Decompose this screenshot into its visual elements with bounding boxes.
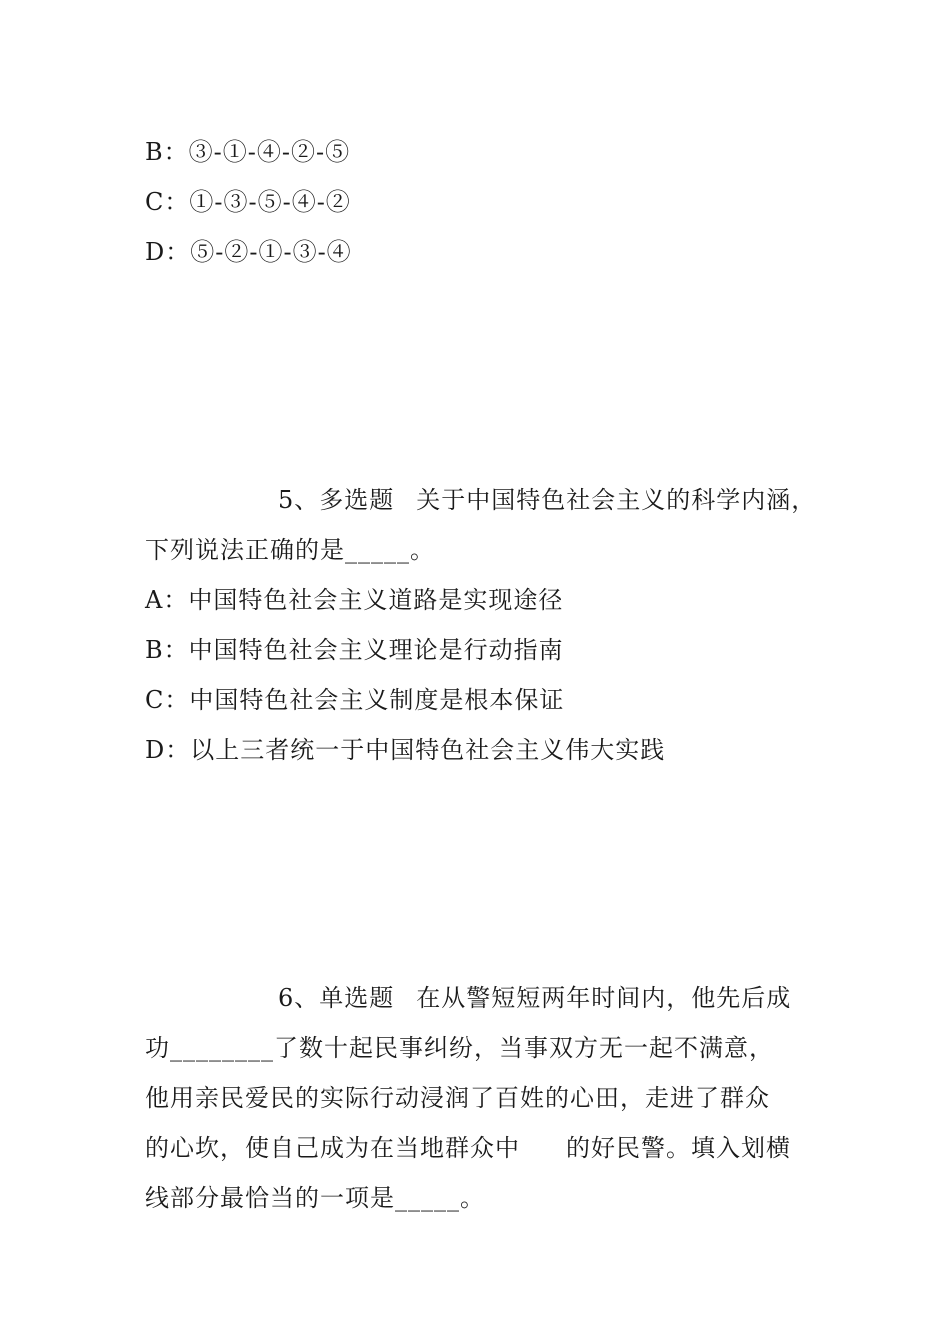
- question-6-stem-line4: [145, 1133, 791, 1163]
- question-5-heading: [278, 485, 816, 515]
- question-5-option-a: A：中国特色社会主义道路是实现途径: [145, 586, 564, 614]
- question-5-number: 5、多选题: [278, 486, 395, 514]
- question-6-stem-line4a: 的心坎，使自己成为在当地群众中: [145, 1134, 520, 1162]
- question-6-stem-line4b: 的好民警。填入划横: [566, 1134, 791, 1162]
- option-b: B：③-①-④-②-⑤: [145, 138, 351, 166]
- question-5-stem-line2: 下列说法正确的是_____。: [145, 536, 435, 564]
- question-5-option-d: D：以上三者统一于中国特色社会主义伟大实践: [145, 736, 666, 764]
- option-c: C：①-③-⑤-④-②: [145, 188, 351, 216]
- option-d: D：⑤-②-①-③-④: [145, 238, 352, 266]
- question-5-option-b: B：中国特色社会主义理论是行动指南: [145, 636, 564, 664]
- question-6-stem-line5: 线部分最恰当的一项是_____。: [145, 1184, 485, 1212]
- question-6-stem-line1: 在从警短短两年时间内，他先后成: [416, 984, 792, 1012]
- question-6-stem-line3: 他用亲民爱民的实际行动浸润了百姓的心田，走进了群众: [145, 1084, 770, 1112]
- question-5-stem-line1: 关于中国特色社会主义的科学内涵，: [416, 486, 817, 514]
- question-6-number: 6、单选题: [278, 984, 395, 1012]
- question-5-option-c: C：中国特色社会主义制度是根本保证: [145, 686, 565, 714]
- question-6-heading: [278, 983, 791, 1013]
- question-6-stem-line2: 功________了数十起民事纠纷，当事双方无一起不满意，: [145, 1034, 774, 1062]
